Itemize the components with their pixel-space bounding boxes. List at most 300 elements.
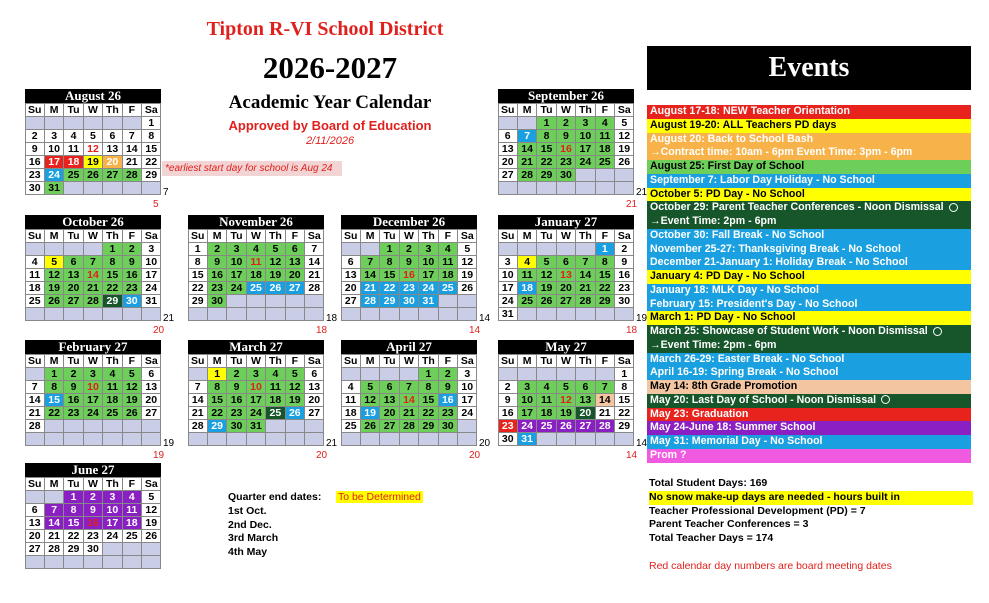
day-cell: 2	[556, 116, 576, 130]
day-cell	[122, 432, 142, 446]
snow-days-note: No snow make-up days are needed - hours built in	[649, 491, 973, 505]
day-cell: 23	[226, 406, 246, 420]
day-cell: 15	[188, 268, 208, 282]
weekday-label: F	[122, 354, 142, 368]
day-cell	[63, 242, 83, 256]
weekday-label: Tu	[536, 229, 556, 243]
day-cell: 12	[141, 503, 161, 517]
day-cell: 22	[63, 529, 83, 543]
day-cell: 21	[575, 281, 595, 295]
weekday-label: Su	[188, 354, 208, 368]
day-cell: 15	[418, 393, 438, 407]
day-cell: 7	[25, 380, 45, 394]
day-cell: 6	[556, 255, 576, 269]
day-cell: 13	[341, 268, 361, 282]
weekday-label: Tu	[63, 229, 83, 243]
weekday-label: Th	[418, 229, 438, 243]
day-cell: 24	[246, 406, 266, 420]
day-cell	[379, 367, 399, 381]
weekday-label: M	[517, 103, 537, 117]
day-cell: 11	[122, 503, 142, 517]
day-cell: 31	[418, 294, 438, 308]
day-cell: 9	[556, 129, 576, 143]
month-calendar	[188, 340, 324, 445]
day-cell: 4	[102, 367, 122, 381]
day-cell: 20	[141, 393, 161, 407]
day-cell: 8	[595, 255, 615, 269]
day-cell: 15	[379, 268, 399, 282]
day-cell: 4	[63, 129, 83, 143]
day-cell: 21	[122, 155, 142, 169]
day-cell: 28	[188, 419, 208, 433]
day-cell: 30	[399, 294, 419, 308]
day-cell	[141, 542, 161, 556]
weekday-label: Th	[102, 103, 122, 117]
day-cell: 19	[285, 393, 305, 407]
weekday-label: Tu	[63, 103, 83, 117]
day-cell	[418, 432, 438, 446]
day-cell	[399, 367, 419, 381]
event-text: May 24-June 18: Summer School	[650, 421, 816, 434]
weekday-label: F	[595, 354, 615, 368]
day-cell	[25, 555, 45, 569]
day-cell: 12	[536, 268, 556, 282]
day-cell: 3	[498, 255, 518, 269]
day-cell: 9	[614, 255, 634, 269]
weekday-label: Th	[418, 354, 438, 368]
day-cell: 10	[575, 129, 595, 143]
day-cell	[457, 432, 477, 446]
weekday-label: Sa	[457, 354, 477, 368]
weekday-label: Sa	[304, 354, 324, 368]
day-cell: 19	[83, 155, 103, 169]
weekday-label: Tu	[536, 103, 556, 117]
day-cell: 14	[517, 142, 537, 156]
day-cell	[246, 294, 266, 308]
weekday-label: Sa	[304, 229, 324, 243]
day-cell: 14	[25, 393, 45, 407]
day-cell: 3	[418, 242, 438, 256]
day-cell: 15	[536, 142, 556, 156]
day-cell	[102, 307, 122, 321]
event-item	[647, 325, 971, 339]
day-cell: 7	[83, 255, 103, 269]
day-cell	[265, 419, 285, 433]
day-cell: 6	[304, 367, 324, 381]
weekday-label: Tu	[536, 354, 556, 368]
calendar-stats	[649, 477, 973, 546]
teacher-day-count: 18	[316, 325, 328, 336]
day-cell	[63, 432, 83, 446]
day-cell	[63, 555, 83, 569]
day-cell	[556, 181, 576, 195]
day-cell: 5	[614, 116, 634, 130]
quarter-1: 1st Oct.	[228, 504, 267, 517]
day-cell: 28	[25, 419, 45, 433]
weekday-label: W	[556, 103, 576, 117]
day-cell: 14	[399, 393, 419, 407]
month-calendar	[25, 89, 161, 194]
day-cell: 16	[122, 268, 142, 282]
day-cell: 24	[457, 406, 477, 420]
day-cell: 11	[102, 380, 122, 394]
day-cell: 12	[360, 393, 380, 407]
weekday-label: W	[556, 354, 576, 368]
day-cell: 29	[595, 294, 615, 308]
day-cell: 15	[141, 142, 161, 156]
quarter-tbd: To be Determined	[337, 491, 421, 503]
day-cell: 24	[83, 406, 103, 420]
day-cell	[360, 307, 380, 321]
student-day-count: 20	[479, 438, 491, 449]
day-cell: 22	[418, 406, 438, 420]
day-cell	[25, 116, 45, 130]
day-cell: 20	[498, 155, 518, 169]
student-day-count: 21	[636, 187, 648, 198]
day-cell: 6	[102, 129, 122, 143]
weekday-label: F	[595, 229, 615, 243]
weekday-label: Sa	[614, 103, 634, 117]
weekday-label: Sa	[457, 229, 477, 243]
day-cell: 21	[188, 406, 208, 420]
day-cell	[614, 432, 634, 446]
day-cell: 5	[141, 490, 161, 504]
day-cell: 27	[379, 419, 399, 433]
day-cell: 13	[141, 380, 161, 394]
day-cell: 22	[207, 406, 227, 420]
weekday-label: W	[246, 354, 266, 368]
month-header: October 26	[25, 215, 161, 229]
day-cell: 8	[536, 129, 556, 143]
day-cell: 2	[614, 242, 634, 256]
day-cell: 16	[498, 406, 518, 420]
day-cell: 7	[122, 129, 142, 143]
day-cell: 8	[188, 255, 208, 269]
day-cell	[438, 294, 458, 308]
day-cell: 10	[83, 380, 103, 394]
day-cell: 24	[498, 294, 518, 308]
day-cell: 5	[360, 380, 380, 394]
month-calendar	[188, 215, 324, 320]
day-cell: 2	[25, 129, 45, 143]
weekday-label: Th	[265, 354, 285, 368]
day-cell: 16	[25, 155, 45, 169]
day-cell: 28	[83, 294, 103, 308]
day-cell	[595, 432, 615, 446]
day-cell: 18	[438, 268, 458, 282]
day-cell	[517, 307, 537, 321]
day-cell	[226, 307, 246, 321]
day-cell: 27	[141, 406, 161, 420]
weekday-label: Su	[188, 229, 208, 243]
event-text: Prom ?	[650, 448, 687, 461]
day-cell: 19	[360, 406, 380, 420]
day-cell: 16	[207, 268, 227, 282]
event-text: August 19-20: ALL Teachers PD days	[650, 118, 837, 131]
day-cell: 19	[265, 268, 285, 282]
day-cell: 2	[207, 242, 227, 256]
day-cell	[595, 181, 615, 195]
event-text: March 26-29: Easter Break - No School	[650, 352, 845, 365]
day-cell	[44, 307, 64, 321]
day-cell: 17	[517, 406, 537, 420]
day-cell: 17	[83, 393, 103, 407]
month-header: September 26	[498, 89, 634, 103]
weekday-label: M	[360, 229, 380, 243]
weekday-label: F	[285, 354, 305, 368]
event-item	[647, 146, 971, 160]
month-calendar	[498, 340, 634, 445]
weekday-label: Sa	[141, 354, 161, 368]
day-cell	[83, 116, 103, 130]
day-cell	[556, 307, 576, 321]
quarter-label: Quarter end dates:	[228, 491, 322, 503]
day-cell: 6	[285, 242, 305, 256]
day-cell: 11	[517, 268, 537, 282]
day-cell: 22	[536, 155, 556, 169]
day-cell	[304, 294, 324, 308]
day-cell: 20	[304, 393, 324, 407]
day-cell: 4	[536, 380, 556, 394]
day-cell: 13	[285, 255, 305, 269]
student-day-count: 19	[636, 313, 648, 324]
day-cell: 16	[438, 393, 458, 407]
day-cell: 4	[265, 367, 285, 381]
day-cell: 18	[25, 281, 45, 295]
day-cell: 25	[536, 419, 556, 433]
weekday-label: Tu	[63, 477, 83, 491]
event-text: May 20: Last Day of School - Noon Dismissal	[650, 393, 877, 406]
day-cell: 5	[285, 367, 305, 381]
day-cell: 7	[575, 255, 595, 269]
day-cell	[575, 432, 595, 446]
month-header: February 27	[25, 340, 161, 354]
day-cell: 24	[102, 529, 122, 543]
day-cell	[63, 116, 83, 130]
day-cell	[536, 432, 556, 446]
weekday-label: Tu	[379, 229, 399, 243]
day-cell	[536, 181, 556, 195]
day-cell	[102, 542, 122, 556]
day-cell	[556, 432, 576, 446]
day-cell: 27	[341, 294, 361, 308]
calendar-subtitle: Academic Year Calendar	[228, 92, 432, 113]
month-calendar	[341, 215, 477, 320]
weekday-label: Su	[25, 354, 45, 368]
day-cell: 3	[102, 490, 122, 504]
event-item	[647, 380, 971, 394]
day-cell	[246, 432, 266, 446]
day-cell	[517, 367, 537, 381]
day-cell	[285, 419, 305, 433]
day-cell	[83, 242, 103, 256]
month-calendar	[341, 340, 477, 445]
day-cell: 15	[44, 393, 64, 407]
day-cell: 15	[63, 516, 83, 530]
weekday-label: Sa	[141, 477, 161, 491]
day-cell	[379, 432, 399, 446]
day-cell	[360, 242, 380, 256]
day-cell	[188, 307, 208, 321]
day-cell: 27	[304, 406, 324, 420]
day-cell	[360, 432, 380, 446]
day-cell: 30	[25, 181, 45, 195]
day-cell: 3	[83, 367, 103, 381]
day-cell: 25	[595, 155, 615, 169]
quarter-end-dates	[228, 491, 423, 560]
day-cell	[44, 432, 64, 446]
day-cell: 31	[44, 181, 64, 195]
day-cell: 6	[341, 255, 361, 269]
teacher-day-count: 20	[153, 325, 165, 336]
day-cell: 1	[595, 242, 615, 256]
day-cell: 18	[246, 268, 266, 282]
day-cell: 30	[122, 294, 142, 308]
day-cell: 26	[285, 406, 305, 420]
day-cell: 16	[399, 268, 419, 282]
day-cell: 19	[536, 281, 556, 295]
day-cell: 31	[517, 432, 537, 446]
day-cell	[102, 116, 122, 130]
day-cell: 23	[83, 529, 103, 543]
day-cell: 23	[207, 281, 227, 295]
day-cell	[498, 116, 518, 130]
day-cell: 8	[141, 129, 161, 143]
day-cell: 31	[141, 294, 161, 308]
day-cell: 3	[141, 242, 161, 256]
month-calendar	[25, 215, 161, 320]
day-cell: 12	[83, 142, 103, 156]
day-cell	[614, 168, 634, 182]
day-cell	[141, 432, 161, 446]
weekday-label: M	[44, 354, 64, 368]
pd-days-total: Teacher Professional Development (PD) = 7	[649, 504, 866, 517]
day-cell: 10	[418, 255, 438, 269]
day-cell: 18	[536, 406, 556, 420]
day-cell: 23	[25, 168, 45, 182]
day-cell: 27	[498, 168, 518, 182]
day-cell	[141, 307, 161, 321]
day-cell: 25	[265, 406, 285, 420]
day-cell: 26	[360, 419, 380, 433]
day-cell	[122, 181, 142, 195]
day-cell: 17	[141, 268, 161, 282]
day-cell: 21	[517, 155, 537, 169]
day-cell: 2	[63, 367, 83, 381]
day-cell: 12	[285, 380, 305, 394]
day-cell: 14	[44, 516, 64, 530]
weekday-label: W	[246, 229, 266, 243]
day-cell: 12	[556, 393, 576, 407]
weekday-label: Th	[575, 229, 595, 243]
day-cell	[457, 294, 477, 308]
day-cell	[25, 432, 45, 446]
board-meeting-note: Red calendar day numbers are board meeting dates	[649, 560, 892, 572]
day-cell: 30	[226, 419, 246, 433]
day-cell: 30	[83, 542, 103, 556]
day-cell: 22	[379, 281, 399, 295]
weekday-label: Su	[25, 103, 45, 117]
day-cell: 13	[102, 142, 122, 156]
event-text: →Contract time: 10am - 6pm Event Time: 3pm - 6pm	[650, 146, 913, 159]
day-cell: 2	[438, 367, 458, 381]
day-cell: 14	[122, 142, 142, 156]
day-cell: 7	[517, 129, 537, 143]
day-cell: 29	[188, 294, 208, 308]
weekday-label: W	[83, 477, 103, 491]
month-header: December 26	[341, 215, 477, 229]
day-cell: 20	[102, 155, 122, 169]
student-day-count: 19	[163, 438, 175, 449]
weekday-label: Sa	[141, 103, 161, 117]
clock-icon	[949, 203, 958, 212]
day-cell: 8	[63, 503, 83, 517]
day-cell: 21	[83, 281, 103, 295]
day-cell: 29	[207, 419, 227, 433]
day-cell: 1	[379, 242, 399, 256]
day-cell: 15	[102, 268, 122, 282]
day-cell: 19	[614, 142, 634, 156]
day-cell: 4	[595, 116, 615, 130]
weekday-label: Sa	[614, 354, 634, 368]
day-cell: 1	[141, 116, 161, 130]
day-cell: 11	[246, 255, 266, 269]
day-cell: 7	[44, 503, 64, 517]
day-cell: 30	[207, 294, 227, 308]
day-cell	[517, 181, 537, 195]
day-cell	[246, 307, 266, 321]
event-item	[647, 215, 971, 229]
day-cell: 14	[360, 268, 380, 282]
weekday-label: F	[595, 103, 615, 117]
day-cell: 2	[83, 490, 103, 504]
month-header: November 26	[188, 215, 324, 229]
event-item	[647, 229, 971, 243]
day-cell: 1	[207, 367, 227, 381]
day-cell: 6	[141, 367, 161, 381]
day-cell: 11	[25, 268, 45, 282]
day-cell	[265, 294, 285, 308]
day-cell	[575, 307, 595, 321]
day-cell: 20	[285, 268, 305, 282]
month-calendar	[25, 340, 161, 445]
day-cell: 16	[226, 393, 246, 407]
day-cell: 8	[418, 380, 438, 394]
day-cell: 1	[44, 367, 64, 381]
weekday-label: F	[122, 477, 142, 491]
day-cell	[498, 367, 518, 381]
day-cell	[556, 242, 576, 256]
day-cell: 9	[399, 255, 419, 269]
event-text: February 15: President's Day - No School	[650, 297, 858, 310]
school-year: 2026-2027	[262, 50, 398, 85]
day-cell: 13	[63, 268, 83, 282]
day-cell	[556, 367, 576, 381]
day-cell	[25, 490, 45, 504]
day-cell: 10	[246, 380, 266, 394]
day-cell	[575, 181, 595, 195]
day-cell: 16	[83, 516, 103, 530]
day-cell: 11	[63, 142, 83, 156]
weekday-label: M	[517, 354, 537, 368]
day-cell: 3	[457, 367, 477, 381]
day-cell: 27	[575, 419, 595, 433]
day-cell: 16	[556, 142, 576, 156]
day-cell	[25, 242, 45, 256]
day-cell: 30	[438, 419, 458, 433]
day-cell: 11	[341, 393, 361, 407]
day-cell: 7	[399, 380, 419, 394]
